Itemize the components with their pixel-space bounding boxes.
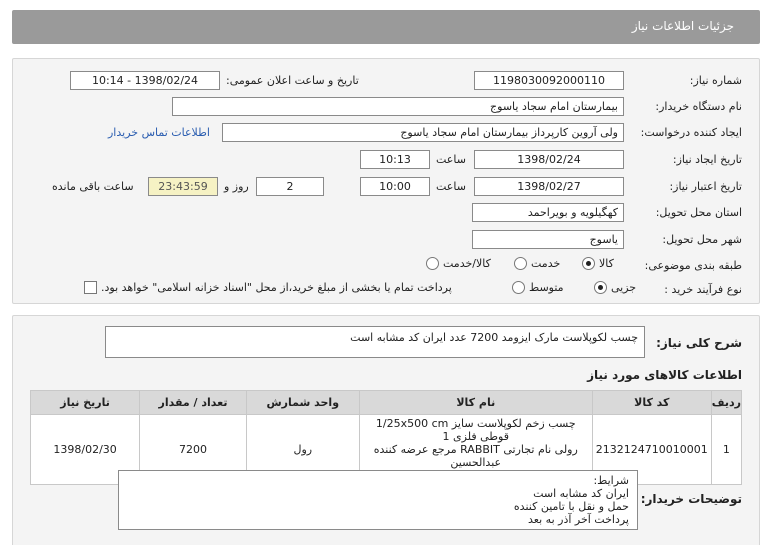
buyer-notes-box[interactable] [118,470,638,530]
category-option-service-label: خدمت [531,257,561,270]
days-label: روز و [224,180,249,193]
process-option-minor[interactable] [594,281,636,294]
col-name: نام کالا [359,391,592,415]
requester-label: ایجاد کننده درخواست: [640,126,742,139]
col-date: تاریخ نیاز [31,391,140,415]
cell-name-line: چسب زخم لکوپلاست سایز 1/25x500 cm قوطی فلزی 1 [375,417,576,443]
treasury-payment-note: پرداخت تمام یا بخشی از مبلغ خرید،از محل "اسناد خزانه اسلامی" خواهد بود. [101,281,452,294]
page-title: جزئیات اطلاعات نیاز [631,19,734,33]
announce-label: تاریخ و ساعت اعلان عمومی: [226,74,359,87]
process-option-minor-label: جزیی [611,281,637,294]
created-time-field: 10:13 [360,150,430,169]
buyer-notes-line: ایران کد مشابه است [533,487,629,500]
validity-date-field: 1398/02/27 [474,177,624,196]
category-option-goods-label: کالا [599,257,614,270]
process-minor-radio[interactable] [594,281,607,294]
category-both-radio[interactable] [426,257,439,270]
created-date-label: تاریخ ایجاد نیاز: [672,153,742,166]
category-option-both-label: کالا/خدمت [443,257,491,270]
summary-field: چسب لکوپلاست مارک ایزومد 7200 عدد ایران کد مشابه است [105,326,645,358]
created-date-field: 1398/02/24 [474,150,624,169]
days-field: 2 [256,177,324,196]
buyer-org-field: بیمارستان امام سجاد یاسوج [172,97,624,116]
page-header [12,10,760,44]
validity-time-label: ساعت [436,180,466,193]
need-number-field: 1198030092000110 [474,71,624,90]
announce-field: 1398/02/24 - 10:14 [70,71,220,90]
category-service-radio[interactable] [514,257,527,270]
process-option-medium-label: متوسط [529,281,564,294]
cell-row: 1 [711,415,741,485]
province-label: استان محل تحویل: [655,206,742,219]
items-section-title: اطلاعات کالاهای مورد نیاز [587,368,742,382]
category-goods-radio[interactable] [582,257,595,270]
cell-name-line: رولی نام تجارتی RABBIT مرجع عرضه کننده عبدالحسین [373,443,578,469]
cell-date: 1398/02/30 [31,415,140,485]
cell-qty: 7200 [140,415,247,485]
buyer-contact-link[interactable]: اطلاعات تماس خریدار [108,126,210,139]
category-option-both[interactable] [426,257,491,270]
city-label: شهر محل تحویل: [662,233,742,246]
city-field: یاسوج [472,230,624,249]
cell-unit: رول [246,415,359,485]
validity-date-label: تاریخ اعتبار نیاز: [669,180,742,193]
created-time-label: ساعت [436,153,466,166]
buyer-notes-label: توضیحات خریدار: [640,492,742,506]
category-option-goods[interactable] [582,257,614,270]
need-number-label: شماره نیاز: [689,74,742,87]
items-table-header [31,391,742,415]
col-qty: تعداد / مقدار [140,391,247,415]
cell-code: 2132124710010001 [592,415,711,485]
process-type-label: نوع فرآیند خرید : [664,283,742,296]
remaining-time-label: ساعت باقی مانده [52,180,134,193]
col-row: ردیف [711,391,741,415]
requester-field: ولی آروین کارپرداز بیمارستان امام سجاد یاسوج [222,123,624,142]
summary-label: شرح کلی نیاز: [656,336,742,350]
province-field: کهگیلویه و بویراحمد [472,203,624,222]
process-medium-radio[interactable] [512,281,525,294]
category-label: طبقه بندی موضوعی: [644,259,742,272]
buyer-notes-line: پرداخت آخر آذر به بعد [528,513,629,526]
col-code: کد کالا [592,391,711,415]
buyer-notes-line: شرایط: [593,474,629,487]
treasury-payment-checkbox[interactable] [84,281,97,294]
category-option-service[interactable] [514,257,560,270]
process-option-medium[interactable] [512,281,564,294]
remaining-time-field: 23:43:59 [148,177,218,196]
treasury-payment-option[interactable] [84,281,452,294]
buyer-notes-line: حمل و نقل با تامین کننده [513,500,629,513]
buyer-org-label: نام دستگاه خریدار: [655,100,742,113]
validity-time-field: 10:00 [360,177,430,196]
col-unit: واحد شمارش [246,391,359,415]
